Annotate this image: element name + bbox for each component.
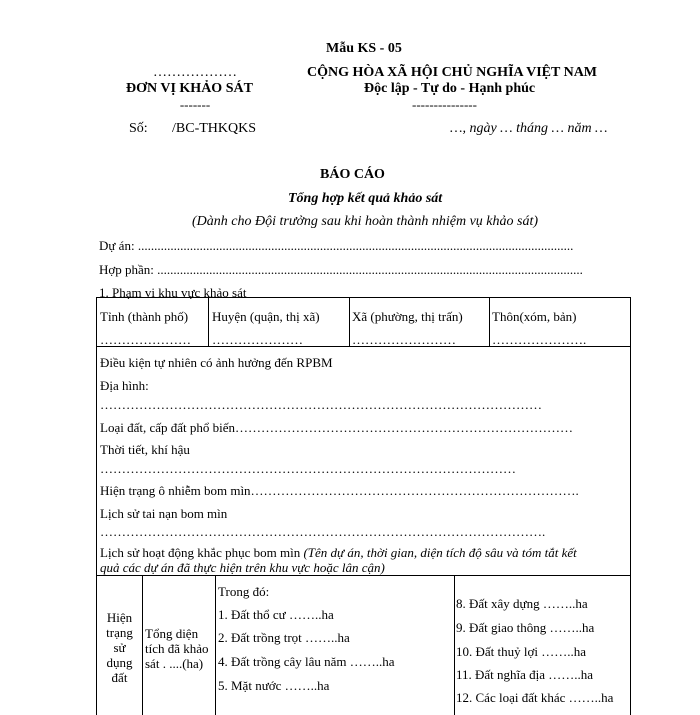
motto-separator: ---------------	[412, 97, 477, 112]
scope-label-province: Tỉnh (thành phố)	[100, 309, 189, 324]
row-label-line-4: dụng	[106, 654, 133, 670]
date-line: …, ngày … tháng … năm …	[450, 121, 608, 136]
scope-label-district: Huyện (quận, thị xã)	[212, 309, 320, 324]
land-item-8: 8. Đất xây dựng ……..ha	[456, 596, 588, 611]
clearance-history	[100, 546, 577, 561]
motto: Độc lập - Tự do - Hạnh phúc	[364, 81, 536, 96]
number-label: Số:	[129, 121, 148, 136]
accident-history-dots: ………………………………………………………………………………………….	[100, 524, 546, 539]
area-label-line-2: tích đã khảo	[145, 640, 209, 656]
land-item-9: 9. Đất giao thông ……..ha	[456, 620, 595, 635]
row-label-line-3: sử	[113, 639, 126, 655]
soil-type: Loại đất, cấp đất phổ biến……………………………………………………………………	[100, 420, 574, 435]
row-label-line-1: Hiện	[106, 610, 133, 625]
report-title: BÁO CÁO	[320, 167, 385, 182]
row-label-line-5: đất	[111, 669, 128, 685]
land-use-table	[96, 575, 631, 715]
clearance-history-label: Lịch sử hoạt động khắc phục bom mìn	[100, 545, 304, 560]
scope-cell-commune	[352, 310, 463, 348]
pollution-status: Hiện trạng ô nhiễm bom mìn………………………………………………………………….	[100, 483, 579, 498]
section1-heading: 1. Phạm vi khu vực khảo sát	[99, 285, 247, 300]
weather-dots: ……………………………………………………………………………………	[100, 461, 516, 476]
area-label-line-1: Tổng diện	[145, 626, 199, 641]
report-note: (Dành cho Đội trưởng sau khi hoàn thành nhiệm vụ khảo sát)	[192, 214, 539, 229]
component-field: Hợp phần: ...................................................................................................................................	[99, 262, 583, 277]
country-name: CỘNG HÒA XÃ HỘI CHỦ NGHĨA VIỆT NAM	[307, 65, 598, 80]
project-field: Dự án: ......................................................................................................................................	[99, 238, 574, 253]
clearance-history-note-1: (Tên dự án, thời gian, diện tích độ sâu và tóm tắt kết	[303, 545, 577, 560]
number-code: /BC-THKQKS	[172, 121, 257, 136]
land-use-row-label	[97, 611, 142, 686]
scope-label-village: Thôn(xóm, bản)	[492, 309, 577, 324]
land-item-12: 12. Các loại đất khác ……..ha	[456, 690, 614, 705]
unit-separator: -------	[179, 97, 211, 112]
unit-name: ĐƠN VỊ KHẢO SÁT	[126, 81, 253, 96]
scope-dots-village: ………………….	[492, 331, 587, 347]
scope-table	[96, 297, 631, 347]
form-code: Mẫu KS - 05	[326, 41, 402, 56]
terrain-dots: …………………………………………………………………………………………	[100, 397, 542, 412]
terrain-label: Địa hình:	[100, 378, 149, 393]
area-label-line-3: sát . ....(ha)	[145, 655, 204, 671]
scope-dots-province: …………………	[100, 331, 191, 347]
including-label: Trong đó:	[218, 584, 270, 599]
natural-conditions: Điều kiện tự nhiên có ảnh hưởng đến RPBM	[100, 355, 333, 370]
clearance-history-note-2: quả các dự án đã thực hiện trên khu vực hoặc lân cận)	[100, 560, 385, 575]
scope-dots-commune: ……………………	[352, 331, 456, 347]
row-label-line-2: trạng	[106, 624, 133, 640]
scope-cell-district	[212, 310, 320, 348]
land-item-11: 11. Đất nghĩa địa ……..ha	[456, 667, 594, 682]
scope-dots-district: …………………	[212, 331, 303, 347]
weather-label: Thời tiết, khí hậu	[100, 442, 190, 457]
unit-dots: ………………	[153, 65, 237, 80]
scope-cell-village	[492, 310, 586, 348]
land-item-2: 2. Đất trồng trọt ……..ha	[218, 630, 350, 645]
land-item-1: 1. Đất thổ cư ……..ha	[218, 607, 334, 622]
total-area-label	[145, 627, 209, 672]
land-item-5: 5. Mặt nước ……..ha	[218, 678, 330, 693]
scope-label-commune: Xã (phường, thị trấn)	[352, 309, 463, 324]
accident-history-label: Lịch sử tai nạn bom mìn	[100, 506, 228, 521]
land-item-10: 10. Đất thuỷ lợi ……..ha	[456, 644, 586, 659]
conditions-box	[96, 346, 631, 576]
scope-cell-province	[100, 310, 191, 348]
land-item-4: 4. Đất trồng cây lâu năm ……..ha	[218, 654, 395, 669]
report-subtitle: Tổng hợp kết quả khảo sát	[288, 191, 443, 206]
